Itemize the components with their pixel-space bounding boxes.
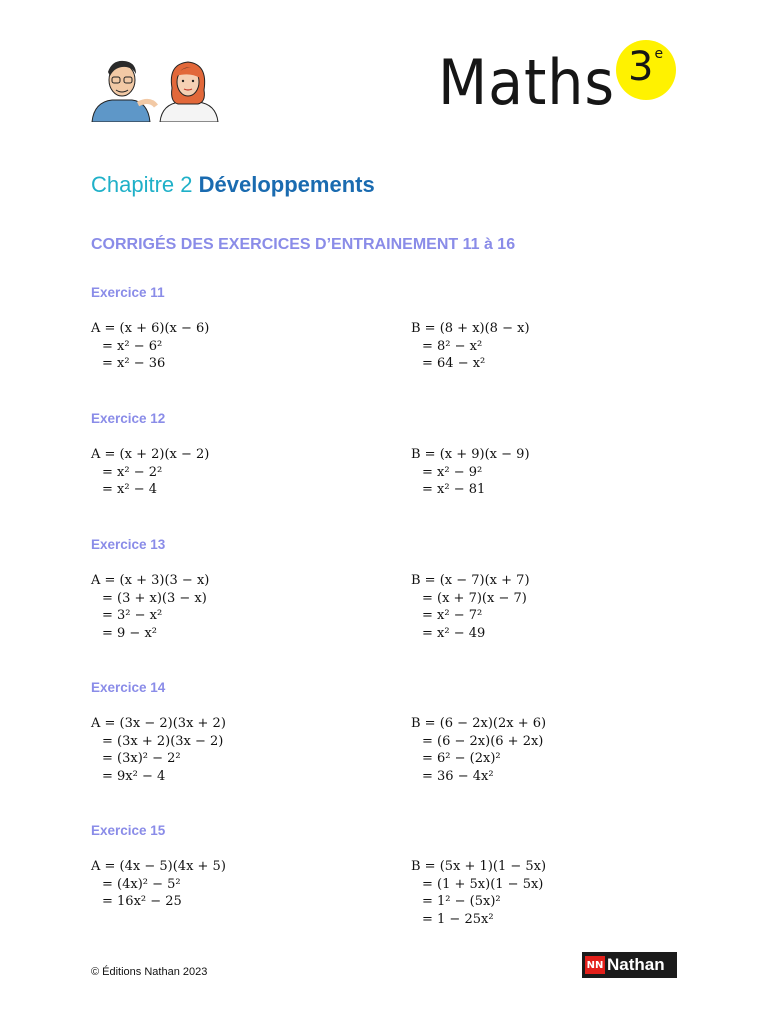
expression-step: = 16x² − 25: [102, 894, 182, 909]
expression-line: B = (6 − 2x)(2x + 6): [411, 716, 547, 731]
man-figure: [92, 61, 156, 122]
expression-step: = 9x² − 4: [102, 768, 166, 784]
expression-step: = (1 + 5x)(1 − 5x): [422, 876, 544, 892]
expression-step: = 6² − (2x)²: [422, 751, 501, 766]
expression-step: = x² − 9²: [422, 464, 483, 480]
exercise-title: Exercice 15: [91, 823, 166, 838]
expression-step: = 1² − (5x)²: [422, 894, 501, 909]
brand-level: 3e: [628, 44, 664, 90]
expression-step: = 64 − x²: [422, 356, 486, 371]
expression-step: = x² − 2²: [102, 464, 163, 480]
expression-step: = (3x + 2)(3x − 2): [102, 733, 224, 749]
expression-step: = x² − 7²: [422, 608, 483, 623]
chapter-title: [91, 172, 375, 198]
expression-a: [91, 858, 226, 911]
expression-a: [91, 572, 209, 642]
expression-step: = (3 + x)(3 − x): [102, 590, 207, 606]
chapter-name: Développements: [198, 172, 375, 197]
chapter-number: Chapitre 2: [91, 172, 193, 197]
exercise-title: Exercice 13: [91, 537, 166, 552]
publisher-name: Nathan: [607, 955, 665, 974]
exercise-title: Exercice 12: [91, 411, 166, 426]
expression-step: = (x + 7)(x − 7): [422, 590, 527, 606]
expression-step: = (6 − 2x)(6 + 2x): [422, 733, 544, 749]
expression-b: [411, 320, 530, 373]
expression-step: = x² − 36: [102, 356, 166, 371]
expression-step: = (3x)² − 2²: [102, 751, 181, 766]
exercise-title: Exercice 14: [91, 680, 166, 695]
copyright: © Éditions Nathan 2023: [91, 966, 208, 978]
expression-step: = x² − 49: [422, 625, 486, 641]
expression-line: A = (x + 6)(x − 6): [91, 321, 210, 336]
expression-line: B = (x − 7)(x + 7): [411, 573, 530, 588]
expression-step: = (4x)² − 5²: [102, 876, 181, 892]
expression-step: = 36 − 4x²: [422, 768, 494, 784]
expression-line: A = (4x − 5)(4x + 5): [91, 859, 226, 874]
woman-figure: [160, 62, 218, 122]
expression-a: [91, 320, 209, 373]
expression-step: = x² − 4: [102, 482, 157, 497]
expression-b: [411, 446, 530, 499]
expression-a: [91, 446, 209, 499]
publisher-logo: [582, 952, 677, 978]
publisher-mark-icon: NN: [585, 956, 605, 974]
expression-step: = x² − 81: [422, 482, 486, 497]
expression-line: B = (x + 9)(x − 9): [411, 447, 530, 462]
brand-word: Maths: [438, 46, 616, 119]
expression-line: A = (x + 2)(x − 2): [91, 447, 210, 462]
section-title: CORRIGÉS DES EXERCICES D’ENTRAINEMENT 11 à 16: [91, 236, 516, 253]
expression-b: [411, 858, 546, 928]
expression-step: = 3² − x²: [102, 608, 163, 623]
characters-illustration: [90, 58, 225, 122]
expression-a: [91, 715, 226, 785]
exercise-title: Exercice 11: [91, 285, 165, 300]
expression-step: = 8² − x²: [422, 338, 483, 354]
expression-b: [411, 572, 530, 642]
brand-logo: [438, 40, 688, 130]
expression-step: = 1 − 25x²: [422, 911, 494, 927]
expression-line: B = (5x + 1)(1 − 5x): [411, 859, 547, 874]
expression-line: A = (3x − 2)(3x + 2): [91, 716, 226, 731]
expression-line: A = (x + 3)(3 − x): [91, 573, 210, 588]
expression-step: = 9 − x²: [102, 625, 157, 641]
expression-step: = x² − 6²: [102, 338, 163, 354]
expression-line: B = (8 + x)(8 − x): [411, 321, 530, 336]
expression-b: [411, 715, 546, 785]
